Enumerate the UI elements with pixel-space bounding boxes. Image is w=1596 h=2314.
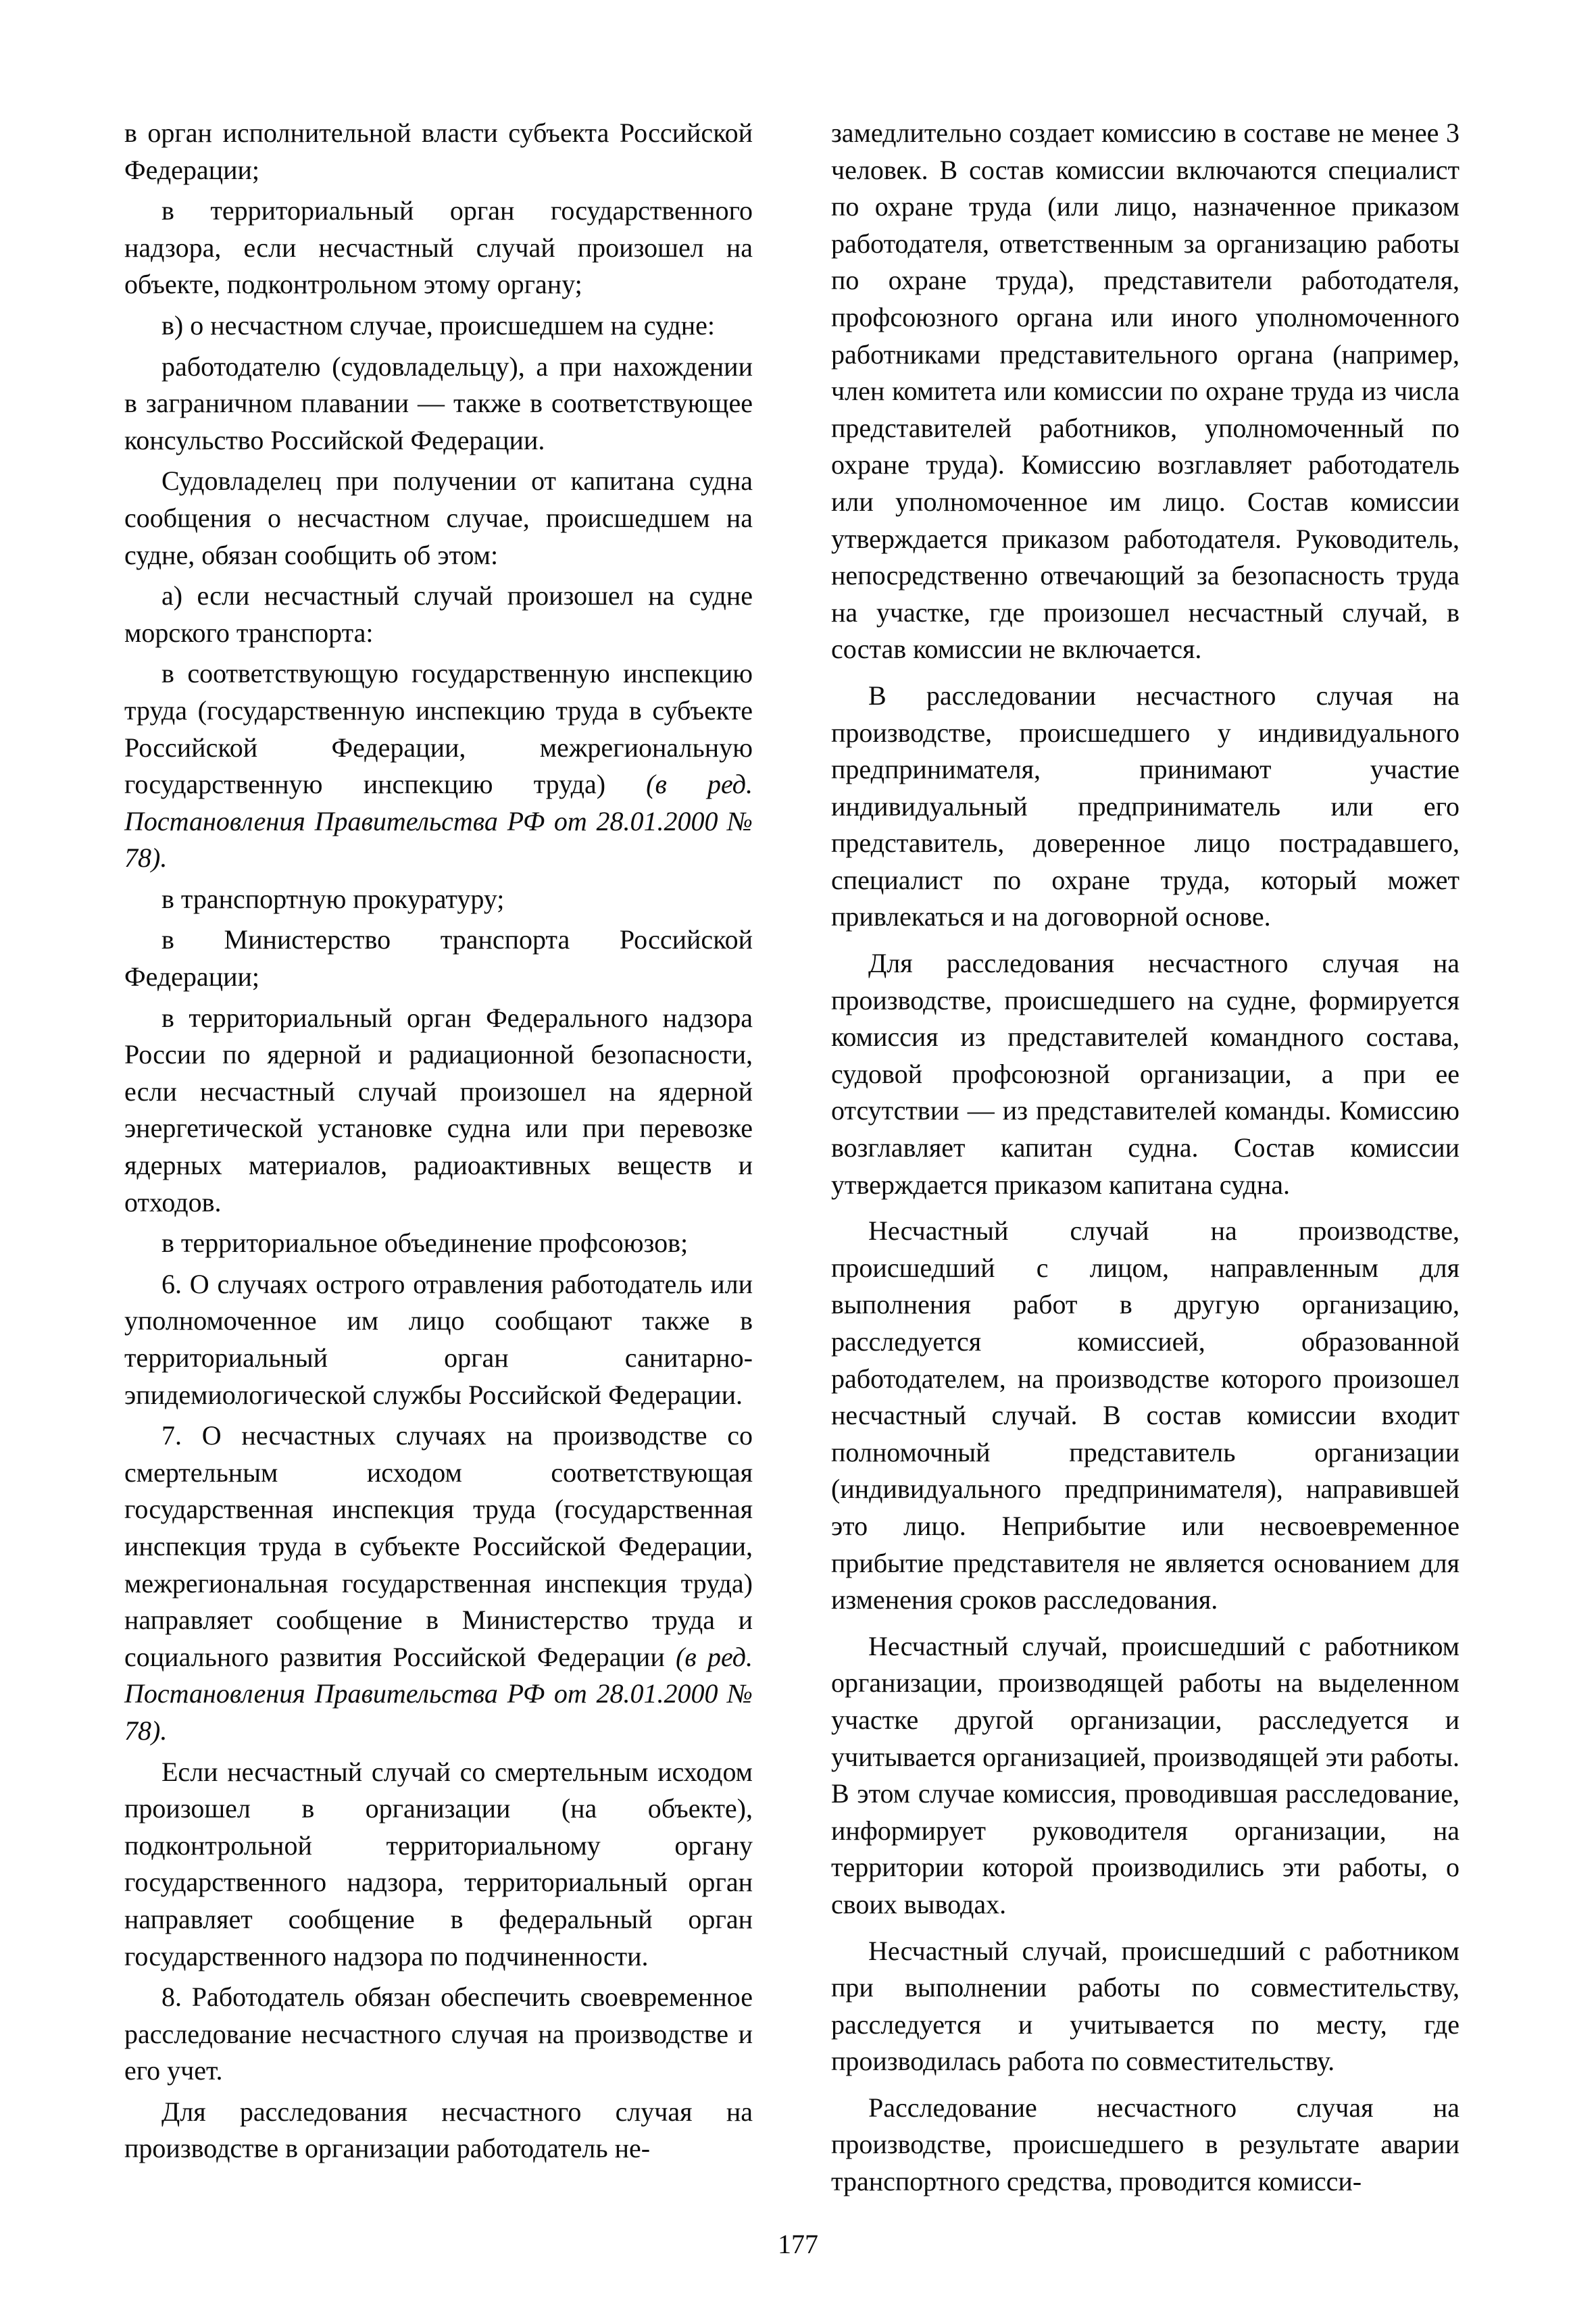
paragraph: Несчастный случай на производстве, происшедший с лицом, направленным для выполнения работ в другую организацию, расследуется комиссией, образованной работодателем, на производстве которого произошел несчастный случай. В состав комиссии входит полномочный представитель организации (индивидуального предпринимателя), направившей это лицо. Неприбытие или несвоевременное прибытие представителя не является основанием для изменения сроков расследования. [831, 1215, 1460, 1615]
paragraph: а) если несчастный случай произошел на судне морского транспорта: [124, 580, 753, 648]
edition-note: (в ред. Постановления Правительства РФ от 28.01.2000 № 78). [124, 769, 753, 874]
paragraph: Судовладелец при получении от капитана судна сообщения о несчастном случае, происшедшем на судне, обязан сообщить об этом: [124, 466, 753, 570]
paragraph-text: 7. О несчастных случаях на производстве со смертельным исходом соответствующая государственная инспекция труда (государственная инспекция труда в субъекте Российской Федерации, межрегиональная государственная инспекция труда) направляет сообщение в Министерство труда и социального развития Российской Федерации [124, 1420, 753, 1672]
edition-note: (в ред. Постановления Правительства РФ от 28.01.2000 № 78). [124, 1641, 753, 1746]
paragraph: Для расследования несчастного случая на производстве в организации работодатель не- [124, 2096, 753, 2164]
paragraph [124, 1417, 753, 1749]
paragraph: 8. Работодатель обязан обеспечить своевременное расследование несчастного случая на производстве и его учет. [124, 1982, 753, 2086]
paragraph: В расследовании несчастного случая на производстве, происшедшего у индивидуального предпринимателя, принимают участие индивидуальный предприниматель или его представитель, доверенное лицо пострадавшего, специалист по охране труда, который может привлекаться и на договорной основе. [831, 680, 1460, 932]
paragraph: Если несчастный случай со смертельным исходом произошел в организации (на объекте), подконтрольной территориальному органу государственного надзора, территориальный орган направляет сообщение в федеральный орган государственного надзора по подчиненности. [124, 1756, 753, 1971]
paragraph: Расследование несчастного случая на производстве, происшедшего в результате аварии транспортного средства, проводится комисси- [831, 2092, 1460, 2197]
paragraph: работодателю (судовладельцу), а при нахождении в заграничном плавании — также в соответствующее консульство Российской Федерации. [124, 351, 753, 455]
right-column [831, 115, 1460, 2200]
paragraph [124, 655, 753, 877]
paragraph: в Министерство транспорта Российской Федерации; [124, 924, 753, 992]
paragraph: в территориальный орган государственного надзора, если несчастный случай произошел на объекте, подконтрольном этому органу; [124, 195, 753, 300]
paragraph-text: в соответствующую государственную инспекцию труда (государственную инспекцию труда в субъекте Российской Федерации, межрегиональную государственную инспекцию труда) [124, 658, 753, 800]
paragraph: в орган исполнительной власти субъекта Российской Федерации; [124, 118, 753, 185]
paragraph: в территориальное объединение профсоюзов; [161, 1228, 689, 1259]
paragraph: в территориальный орган Федерального надзора России по ядерной и радиационной безопасности, если несчастный случай произошел на ядерной энергетической установке судна или при перевозке ядерных материалов, радиоактивных веществ и отходов. [124, 1002, 753, 1217]
paragraph: Несчастный случай, происшедший с работником при выполнении работы по совместительству, расследуется и учитывается по месту, где производилась работа по совместительству. [831, 1935, 1460, 2077]
page-number: 177 [778, 2229, 818, 2259]
paragraph: замедлительно создает комиссию в составе не менее 3 человек. В состав комиссии включаются специалист по охране труда (или лицо, назначенное приказом работодателя, ответственным за организацию работы по охране труда), представители работодателя, профсоюзного органа или иного уполномоченного работниками представительного органа (например, член комитета или комиссии по охране труда из числа представителей работников, уполномоченный по охране труда). Комиссию возглавляет работодатель или уполномоченное им лицо. Состав комиссии утверждается приказом работодателя. Руководитель, непосредственно отвечающий за безопасность труда на участке, где произошел несчастный случай, в состав комиссии не включается. [831, 118, 1460, 665]
left-column [124, 115, 753, 2167]
paragraph: в транспортную прокуратуру; [161, 883, 505, 914]
paragraph: Для расследования несчастного случая на производстве, происшедшего на судне, формируется комиссия из представителей командного состава, судовой профсоюзной организации, а при ее отсутствии — из представителей команды. Комиссию возглавляет капитан судна. Состав комиссии утверждается приказом капитана судна. [831, 948, 1460, 1200]
paragraph: Несчастный случай, происшедший с работником организации, производящей работы на выделенном участке другой организации, расследуется и учитывается организацией, производящей эти работы. В этом случае комиссия, проводившая расследование, информирует руководителя организации, на территории которой производились эти работы, о своих выводах. [831, 1630, 1460, 1919]
paragraph: 6. О случаях острого отравления работодатель или уполномоченное им лицо сообщают также в территориальный орган санитарно-эпидемиологической службы Российской Федерации. [124, 1268, 753, 1410]
paragraph: в) о несчастном случае, происшедшем на судне: [161, 309, 716, 341]
